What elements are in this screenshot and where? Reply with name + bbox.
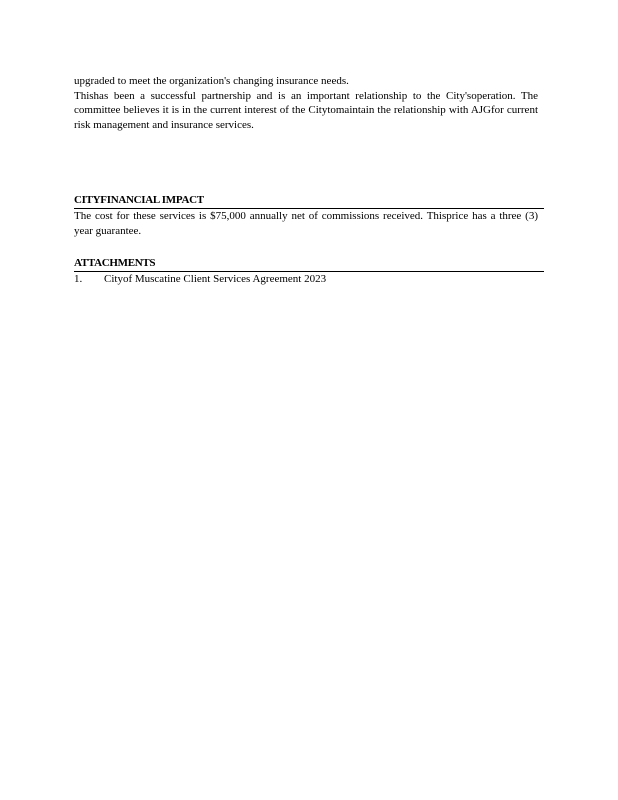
intro-section	[74, 74, 538, 132]
partnership-paragraph: Thishas been a successful partnership and is an important relationship to the City'soperation. The committee believes it is in the current interest of the Citytomaintain the relationship with AJGfor current risk management and insurance services.	[74, 89, 538, 131]
intro-line: upgraded to meet the organization's changing insurance needs.	[74, 75, 349, 87]
financial-impact-text: The cost for these services is $75,000 annually net of commissions received. Thisprice has a three (3) year guarantee.	[74, 210, 538, 237]
financial-impact-heading: CITYFINANCIAL IMPACT	[74, 194, 544, 209]
attachment-item	[74, 272, 544, 286]
attachment-number: 1.	[74, 273, 83, 285]
attachments-heading: ATTACHMENTS	[74, 257, 544, 272]
attachments-list	[74, 272, 544, 286]
attachment-label: Cityof Muscatine Client Services Agreement 2023	[104, 273, 327, 285]
